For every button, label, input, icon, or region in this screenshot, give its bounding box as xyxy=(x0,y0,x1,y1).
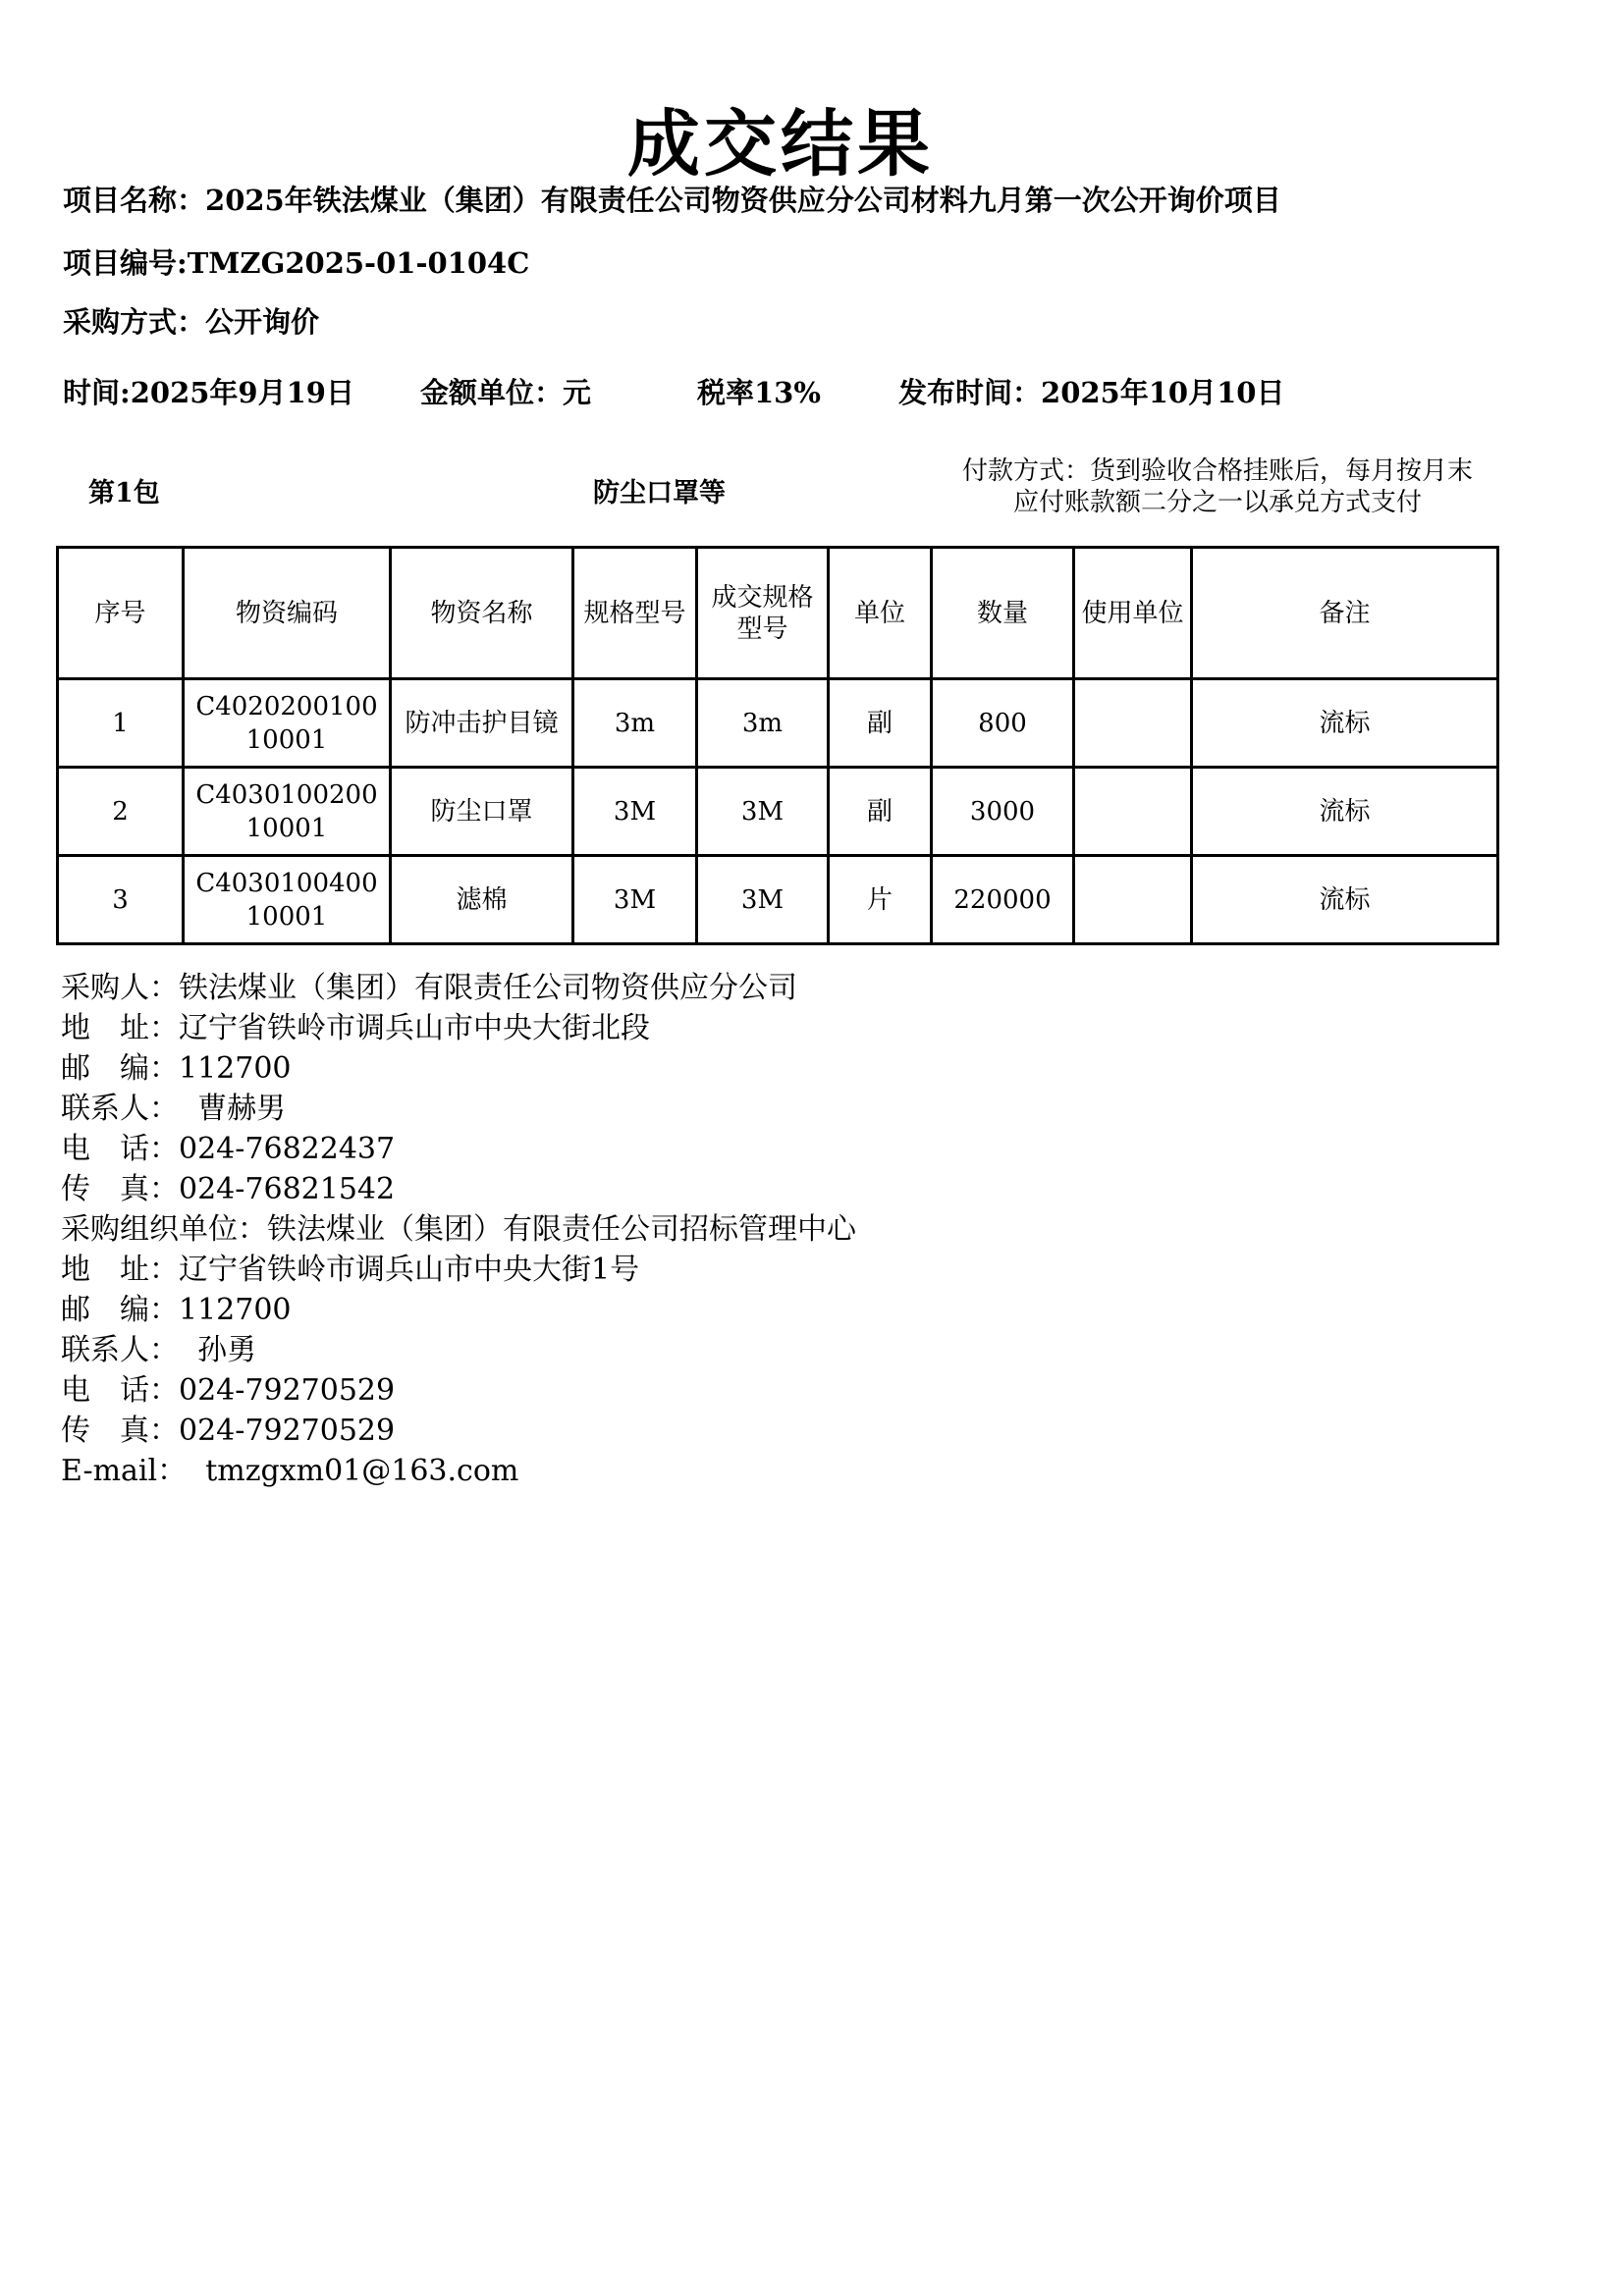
project-number-label: 项目编号: xyxy=(63,246,188,280)
agency-postcode-line xyxy=(61,1290,856,1330)
table-row xyxy=(58,679,1498,768)
cell-remark: 流标 xyxy=(1192,679,1498,768)
purchaser-postcode-line xyxy=(61,1048,856,1089)
agency-line xyxy=(61,1209,856,1250)
cell-name: 防尘口罩 xyxy=(391,768,573,856)
payment-terms-line1: 付款方式：货到验收合格挂账后，每月按月末 xyxy=(961,456,1473,486)
result-table xyxy=(56,546,1499,945)
cell-code: C403010020010001 xyxy=(184,768,391,856)
cell-spec: 3M xyxy=(573,768,697,856)
cell-code: C402020010010001 xyxy=(184,679,391,768)
purchaser-line xyxy=(61,968,856,1008)
currency-field xyxy=(420,371,591,411)
project-name-value: 2025年铁法煤业（集团）有限责任公司物资供应分公司材料九月第一次公开询价项目 xyxy=(205,184,1281,217)
contact-block xyxy=(61,968,856,1491)
publish-time-value: 2025年10月10日 xyxy=(1041,376,1285,409)
cell-deal-spec: 3M xyxy=(697,768,829,856)
header-qty: 数量 xyxy=(932,548,1074,679)
agency-contact-label: 联系人： xyxy=(61,1333,179,1367)
payment-terms-line2: 应付账款额二分之一以承兑方式支付 xyxy=(1012,488,1422,517)
agency-fax-line xyxy=(61,1411,856,1451)
project-number-line xyxy=(63,241,529,282)
agency-postcode-label: 邮 编： xyxy=(61,1293,179,1327)
table-header-row xyxy=(58,548,1498,679)
table-row xyxy=(58,768,1498,856)
purchaser-phone-line xyxy=(61,1129,856,1169)
purchase-method-value: 公开询价 xyxy=(205,305,320,339)
project-name-label: 项目名称： xyxy=(63,184,206,217)
purchaser-address-label: 地 址： xyxy=(61,1011,179,1045)
cell-seq: 2 xyxy=(58,768,184,856)
agency-phone-line xyxy=(61,1370,856,1411)
package-label: 第1包 xyxy=(88,478,160,508)
cell-name: 滤棉 xyxy=(391,856,573,944)
agency-fax-label: 传 真： xyxy=(61,1414,179,1448)
table-row xyxy=(58,856,1498,944)
purchaser-address-line xyxy=(61,1008,856,1048)
cell-code: C403010040010001 xyxy=(184,856,391,944)
header-name: 物资名称 xyxy=(391,548,573,679)
payment-terms xyxy=(903,455,1532,518)
cell-qty: 800 xyxy=(932,679,1074,768)
agency-value: 铁法煤业（集团）有限责任公司招标管理中心 xyxy=(267,1212,856,1247)
cell-name: 防冲击护目镜 xyxy=(391,679,573,768)
header-seq: 序号 xyxy=(58,548,184,679)
cell-qty: 220000 xyxy=(932,856,1074,944)
agency-label: 采购组织单位： xyxy=(61,1212,267,1247)
agency-address-label: 地 址： xyxy=(61,1253,179,1287)
page-title: 成交结果 xyxy=(627,102,934,187)
currency-value: 元 xyxy=(563,376,592,409)
agency-fax-value: 024-79270529 xyxy=(179,1414,396,1448)
agency-contact-line xyxy=(61,1330,856,1370)
header-remark: 备注 xyxy=(1192,548,1498,679)
agency-postcode-value: 112700 xyxy=(179,1293,292,1327)
cell-use-unit xyxy=(1074,768,1192,856)
purchaser-fax-line xyxy=(61,1169,856,1209)
time-field xyxy=(63,371,354,411)
cell-unit: 副 xyxy=(829,679,932,768)
cell-seq: 3 xyxy=(58,856,184,944)
cell-deal-spec: 3m xyxy=(697,679,829,768)
purchaser-phone-value: 024-76822437 xyxy=(179,1132,396,1166)
purchaser-label: 采购人： xyxy=(61,971,179,1005)
cell-unit: 副 xyxy=(829,768,932,856)
purchaser-postcode-value: 112700 xyxy=(179,1051,292,1086)
cell-spec: 3m xyxy=(573,679,697,768)
cell-remark: 流标 xyxy=(1192,768,1498,856)
cell-remark: 流标 xyxy=(1192,856,1498,944)
purchaser-contact-label: 联系人： xyxy=(61,1092,179,1126)
cell-spec: 3M xyxy=(573,856,697,944)
agency-phone-label: 电 话： xyxy=(61,1373,179,1408)
purchaser-contact-value: 曹赫男 xyxy=(197,1092,287,1126)
project-name-line xyxy=(63,179,1281,219)
purchase-method-line xyxy=(63,300,319,341)
cell-unit: 片 xyxy=(829,856,932,944)
cell-use-unit xyxy=(1074,856,1192,944)
agency-email-line xyxy=(61,1451,856,1491)
header-deal-spec: 成交规格型号 xyxy=(697,548,829,679)
purchaser-address-value: 辽宁省铁岭市调兵山市中央大街北段 xyxy=(179,1011,650,1045)
purchase-method-label: 采购方式： xyxy=(63,305,206,339)
cell-use-unit xyxy=(1074,679,1192,768)
agency-contact-value: 孙勇 xyxy=(197,1333,257,1367)
time-label: 时间: xyxy=(63,376,131,409)
publish-time-label: 发布时间： xyxy=(898,376,1042,409)
header-use-unit: 使用单位 xyxy=(1074,548,1192,679)
agency-address-line xyxy=(61,1250,856,1290)
agency-email-label: E-mail： xyxy=(61,1454,188,1488)
purchaser-phone-label: 电 话： xyxy=(61,1132,179,1166)
header-code: 物资编码 xyxy=(184,548,391,679)
purchaser-value: 铁法煤业（集团）有限责任公司物资供应分公司 xyxy=(179,971,797,1005)
publish-time-field xyxy=(898,371,1284,411)
currency-label: 金额单位： xyxy=(420,376,564,409)
tax-rate: 税率13% xyxy=(697,376,821,409)
header-spec: 规格型号 xyxy=(573,548,697,679)
purchaser-postcode-label: 邮 编： xyxy=(61,1051,179,1086)
time-value: 2025年9月19日 xyxy=(130,376,354,409)
cell-qty: 3000 xyxy=(932,768,1074,856)
header-unit: 单位 xyxy=(829,548,932,679)
purchaser-fax-label: 传 真： xyxy=(61,1172,179,1206)
cell-deal-spec: 3M xyxy=(697,856,829,944)
cell-seq: 1 xyxy=(58,679,184,768)
project-number-value: TMZG2025-01-0104C xyxy=(187,246,530,280)
agency-address-value: 辽宁省铁岭市调兵山市中央大街1号 xyxy=(179,1253,640,1287)
purchaser-fax-value: 024-76821542 xyxy=(179,1172,396,1206)
agency-phone-value: 024-79270529 xyxy=(179,1373,396,1408)
agency-email-link[interactable]: tmzgxm01@163.com xyxy=(205,1454,519,1488)
package-name: 防尘口罩等 xyxy=(593,478,726,508)
purchaser-contact-line xyxy=(61,1089,856,1129)
